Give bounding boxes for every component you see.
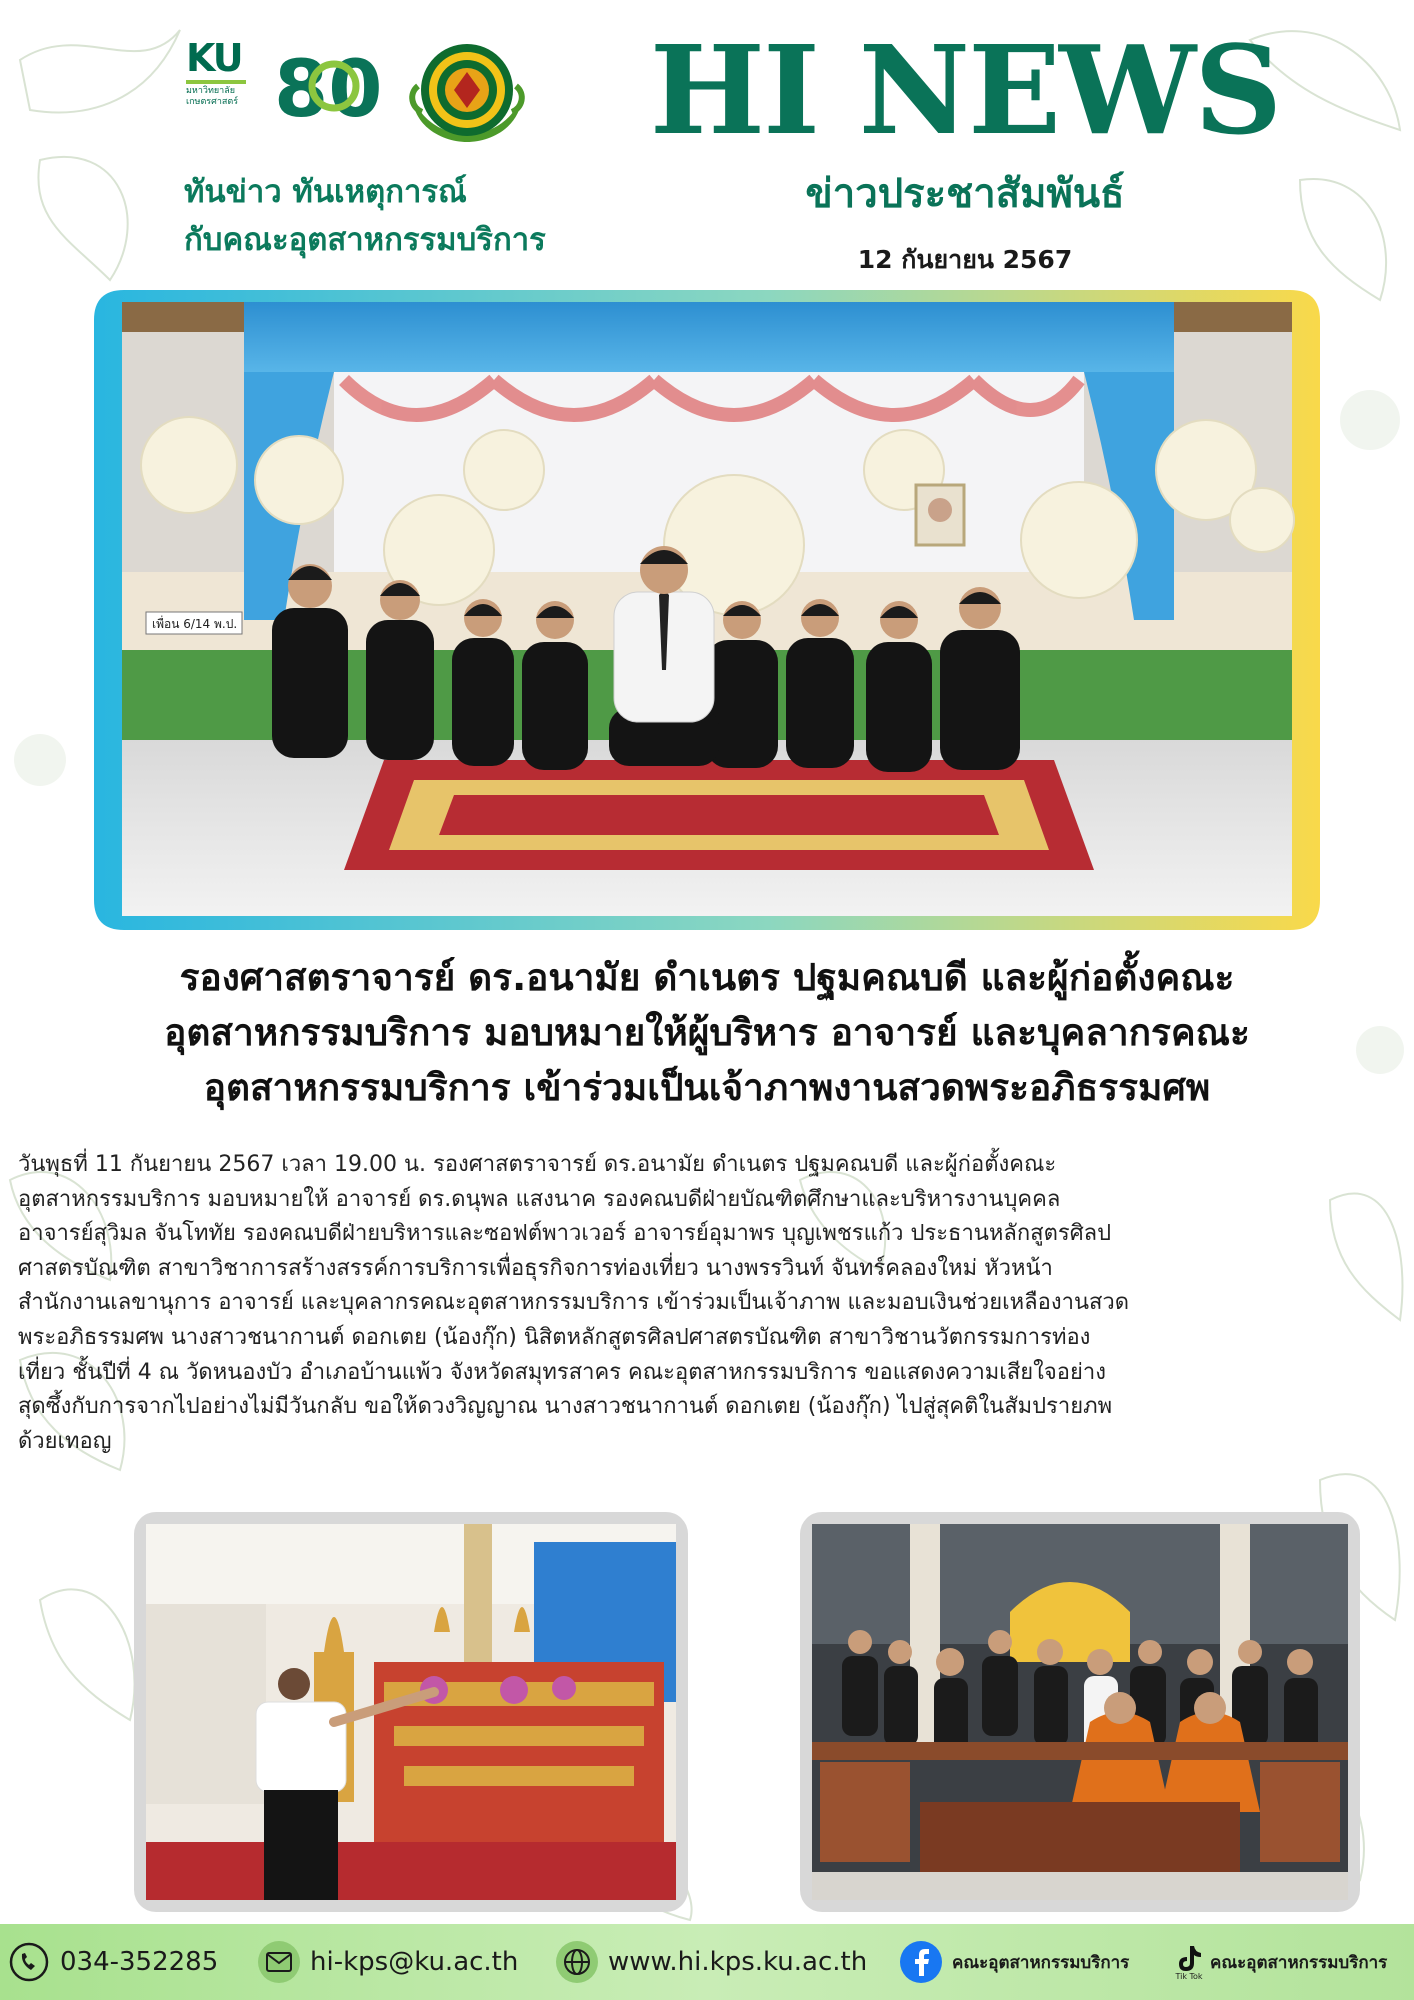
- tagline-line-1: ทันข่าว ทันเหตุการณ์: [184, 174, 467, 210]
- body-line: เที่ยว ชั้นปีที่ 4 ณ วัดหนองบัว อำเภอบ้านแพ้ว จังหวัดสมุทรสาคร คณะอุตสาหกรรมบริการ ขอแสดงความเสียใจอย่าง: [18, 1359, 1106, 1385]
- ceremony-photo: [800, 1512, 1360, 1912]
- body-line: สำนักงานเลขานุการ อาจารย์ และบุคลากรคณะอุตสาหกรรมบริการ เข้าร่วมเป็นเจ้าภาพ และมอบเงินช่วยเหลืองานสวด: [18, 1290, 1130, 1316]
- ku-logo-abbr: KU: [186, 36, 242, 80]
- ku-logo: [186, 38, 250, 128]
- main-photo: [94, 290, 1320, 930]
- footer-website[interactable]: [556, 1940, 867, 1984]
- altar-photo: [134, 1512, 688, 1912]
- body-line: อาจารย์สุวิมล จันโททัย รองคณบดีฝ่ายบริหารและซอฟต์พาวเวอร์ อาจารย์อุมาพร บุญเพชรแก้ว ประธานหลักสูตรศิลป: [18, 1221, 1112, 1247]
- faculty-seal-logo: [404, 38, 530, 146]
- globe-icon: [556, 1941, 598, 1983]
- tagline-line-2: กับคณะอุตสาหกรรมบริการ: [184, 222, 546, 258]
- footer-facebook[interactable]: [900, 1940, 1129, 1984]
- footer-contact-bar: [0, 1924, 1414, 2000]
- ku80-number: 80: [274, 45, 383, 135]
- footer-tiktok-text: คณะอุตสาหกรรมบริการ: [1210, 1952, 1388, 1973]
- logo-group: [186, 38, 546, 148]
- headline-line-3: อุตสาหกรรมบริการ เข้าร่วมเป็นเจ้าภาพงานสวดพระอภิธรรมศพ: [203, 1066, 1211, 1109]
- body-line: พระอภิธรรมศพ นางสาวชนากานต์ ดอกเตย (น้องกุ๊ก) นิสิตหลักสูตรศิลปศาสตรบัณฑิต สาขาวิชานวัตกรรมการท่อง: [18, 1324, 1091, 1350]
- wreath-banner-text: เพื่อน 6/14 พ.ป.: [152, 617, 238, 631]
- tiktok-caption: Tik Tok: [1175, 1971, 1203, 1981]
- headline-line-1: รองศาสตราจารย์ ดร.อนามัย ดำเนตร ปฐมคณบดี และผู้ก่อตั้งคณะ: [179, 956, 1235, 999]
- footer-tiktok[interactable]: [1172, 1940, 1387, 1984]
- footer-email-text: hi-kps@ku.ac.th: [310, 1947, 519, 1977]
- body-line: ศาสตรบัณฑิต สาขาวิชาการสร้างสรรค์การบริการเพื่อธุรกิจการท่องเที่ยว นางพรรวินท์ จันทร์คลองใหม่ หัวหน้า: [18, 1255, 1053, 1281]
- tagline: [184, 168, 624, 264]
- body-line: อุตสาหกรรมบริการ มอบหมายให้ อาจารย์ ดร.ดนุพล แสงนาค รองคณบดีฝ่ายบัณฑิตศึกษาและบริหารงานบุคคล: [18, 1186, 1061, 1212]
- body-line: วันพุธที่ 11 กันยายน 2567 เวลา 19.00 น. รองศาสตราจารย์ ดร.อนามัย ดำเนตร ปฐมคณบดี และผู้ก่อตั้งคณะ: [18, 1152, 1057, 1177]
- ku-logo-sub-1: มหาวิทยาลัย: [186, 86, 236, 96]
- newsletter-title: HI NEWS: [649, 18, 1281, 162]
- headline-line-2: อุตสาหกรรมบริการ มอบหมายให้ผู้บริหาร อาจารย์ และบุคลากรคณะ: [164, 1011, 1250, 1054]
- footer-email[interactable]: [258, 1940, 518, 1984]
- mail-icon: [258, 1941, 300, 1983]
- body-line: สุดซึ้งกับการจากไปอย่างไม่มีวันกลับ ขอให้ดวงวิญญาณ นางสาวชนากานต์ ดอกเตย (น้องกุ๊ก) ไปสู่สุคติในสัมปรายภพ: [18, 1394, 1113, 1420]
- facebook-icon: [900, 1941, 942, 1983]
- body-line: ด้วยเทอญ: [18, 1428, 112, 1454]
- footer-phone[interactable]: [8, 1940, 218, 1984]
- phone-icon: [8, 1941, 50, 1983]
- headline: [20, 950, 1394, 1115]
- ku-80-anniversary-logo: [274, 42, 383, 135]
- footer-website-text: www.hi.kps.ku.ac.th: [608, 1947, 868, 1977]
- article-body: [18, 1148, 1398, 1459]
- ku-logo-sub-2: เกษตรศาสตร์: [186, 97, 239, 107]
- publication-date: 12 กันยายน 2567: [857, 245, 1073, 274]
- newsletter-subtitle: ข่าวประชาสัมพันธ์: [805, 171, 1125, 217]
- footer-facebook-text: คณะอุตสาหกรรมบริการ: [952, 1952, 1130, 1973]
- tiktok-icon: [1172, 1941, 1206, 1983]
- footer-phone-text: 034-352285: [60, 1947, 219, 1977]
